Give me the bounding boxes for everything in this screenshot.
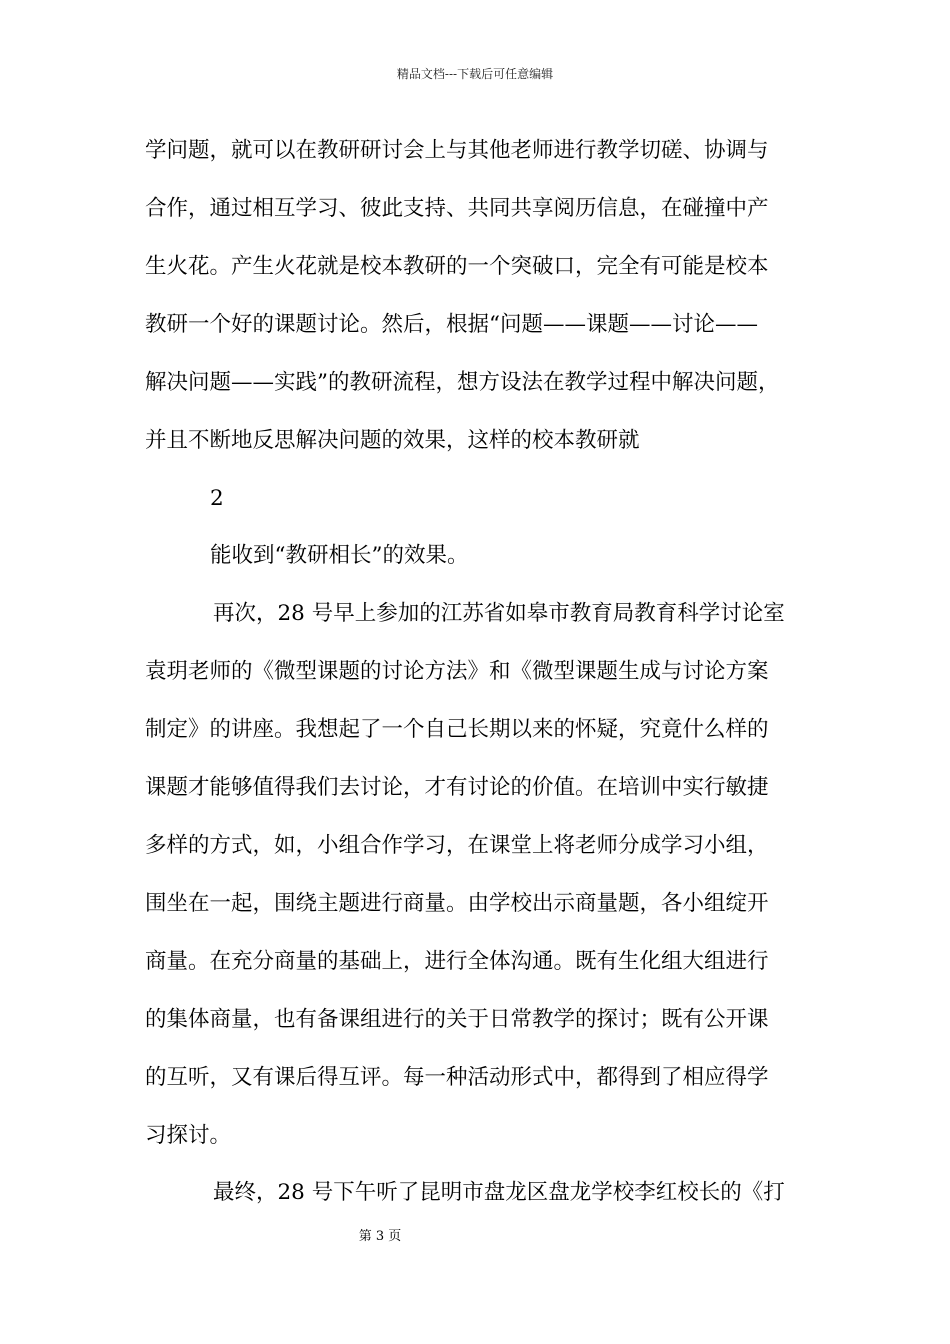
body-line: 习探讨。 — [145, 1123, 232, 1148]
body-line: 商量。在充分商量的基础上，进行全体沟通。既有生化组大组进行 — [145, 949, 769, 974]
body-line: 学问题，就可以在教研研讨会上与其他老师进行教学切磋、协调与 — [145, 138, 769, 163]
body-line: 袁玥老师的《微型课题的讨论方法》和《微型课题生成与讨论方案 — [145, 659, 769, 684]
body-line: 生火花。产生火花就是校本教研的一个突破口，完全有可能是校本 — [145, 254, 769, 279]
page-number: 第 3 页 — [358, 1229, 402, 1244]
body-line: 的互听，又有课后得互评。每一种活动形式中，都得到了相应得学 — [145, 1065, 769, 1090]
body-line: 多样的方式，如，小组合作学习，在课堂上将老师分成学习小组， — [145, 833, 769, 858]
body-line: 最终，28 号下午听了昆明市盘龙区盘龙学校李红校长的《打 — [213, 1180, 785, 1205]
body-line: 再次，28 号早上参加的江苏省如皋市教育局教育科学讨论室 — [213, 601, 785, 626]
body-line: 教研一个好的课题讨论。然后，根据“问题——课题——讨论—— — [145, 312, 758, 337]
body-line: 制定》的讲座。我想起了一个自己长期以来的怀疑，究竟什么样的 — [145, 717, 769, 742]
body-line: 解决问题——实践”的教研流程，想方设法在教学过程中解决问题， — [145, 370, 780, 395]
document-header: 精品文档---下载后可任意编辑 — [396, 67, 554, 81]
body-line: 围坐在一起，围绕主题进行商量。由学校出示商量题，各小组绽开 — [145, 891, 769, 916]
body-line: 合作，通过相互学习、彼此支持、共同共享阅历信息，在碰撞中产 — [145, 196, 769, 221]
page-break-number: 2 — [210, 486, 224, 511]
body-line: 课题才能够值得我们去讨论，才有讨论的价值。在培训中实行敏捷 — [145, 775, 769, 800]
body-line: 的集体商量，也有备课组进行的关于日常教学的探讨；既有公开课 — [145, 1007, 769, 1032]
body-line: 能收到“教研相长”的效果。 — [210, 543, 469, 568]
body-line: 并且不断地反思解决问题的效果，这样的校本教研就 — [145, 428, 640, 453]
